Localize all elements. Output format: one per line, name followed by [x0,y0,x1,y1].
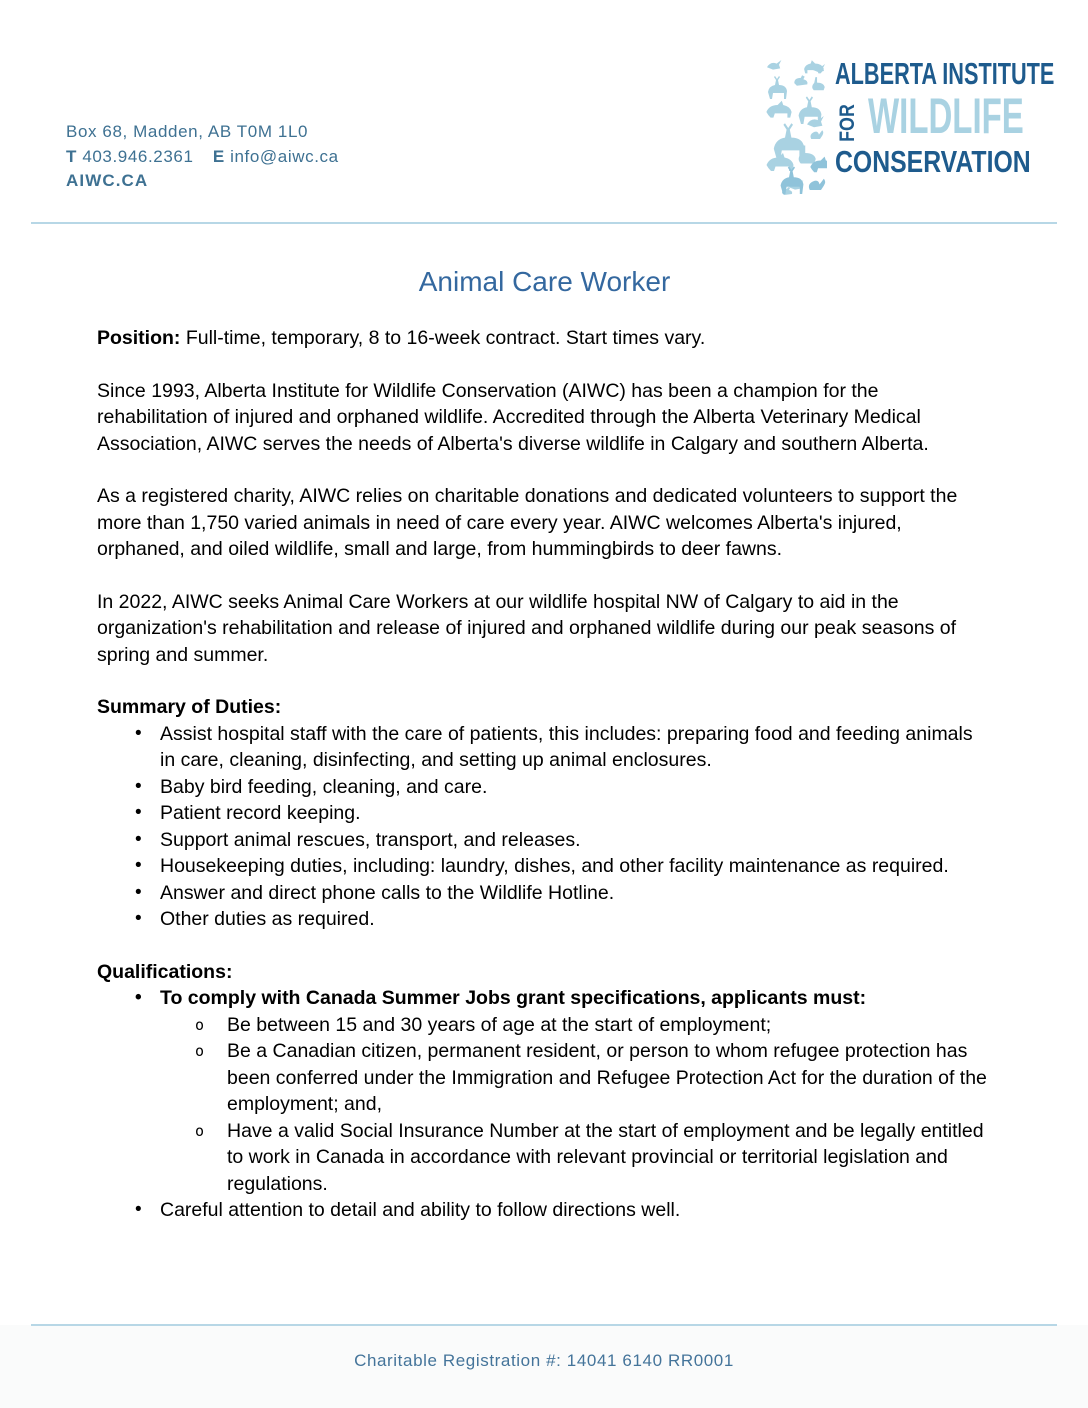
phone-email-line [66,145,339,170]
logo-wordmark [835,56,1055,198]
duty-item: • Support animal rescues, transport, and releases. [97,827,992,854]
phone-label: T [66,146,77,166]
position-line [97,325,992,352]
email-label: E [212,146,225,166]
charitable-registration: Charitable Registration #: 14041 6140 RR0001 [354,1351,734,1370]
seeking-paragraph: In 2022, AIWC seeks Animal Care Workers at our wildlife hospital NW of Calgary to aid in the organization's rehabilitation and release of injured and orphaned wildlife during our peak seasons of spring and summer. [97,590,957,666]
website-url: AIWC.CA [66,171,149,190]
charity-paragraph: As a registered charity, AIWC relies on charitable donations and dedicated volunteers to support the more than 1,750 varied animals in need of care every year. AIWC welcomes Alberta's injured, orphaned, and oiled wildlife, small and large, from hummingbirds to deer fawns. [97,485,958,560]
duty-item: • Assist hospital staff with the care of patients, this includes: preparing food and feeding animals in care, cleaning, disinfecting, and setting up animal enclosures. [97,721,992,774]
header-divider [31,222,1057,224]
duty-item: • Baby bird feeding, cleaning, and care. [97,774,992,801]
qualification-item: • To comply with Canada Summer Jobs grant specifications, applicants must: [97,985,992,1012]
phone-number: 403.946.2361 [82,146,194,166]
address-line: Box 68, Madden, AB T0M 1L0 [66,122,309,141]
email-address: info@aiwc.ca [230,146,339,166]
qualification-sub-item: o Have a valid Social Insurance Number at the start of employment and be legally entitled to work in Canada in accordance with relevant provincial or territorial legislation and regulations. [97,1118,992,1198]
logo-line-wildlife: WILDLIFE [868,88,1024,144]
duty-item: • Other duties as required. [97,906,992,933]
footer-divider [31,1324,1057,1326]
qualification-sub-item: o Be a Canadian citizen, permanent resident, or person to whom refugee protection has been conferred under the Immigration and Refugee Protection Act for the duration of the employment; and, [97,1038,992,1118]
aiwc-logo [763,56,1055,198]
page-footer [0,1325,1088,1408]
logo-line-conservation: CONSERVATION [835,144,1031,179]
contact-block [66,120,339,194]
qualifications-heading: Qualifications: [97,960,233,983]
duty-item: • Patient record keeping. [97,800,992,827]
qualification-item: • Careful attention to detail and ability to follow directions well. [97,1197,992,1224]
position-label: Position: [97,327,181,349]
qualification-sub-item: o Be between 15 and 30 years of age at the start of employment; [97,1012,992,1039]
duty-item: • Housekeeping duties, including: laundry, dishes, and other facility maintenance as required. [97,853,992,880]
qualifications-list [97,985,992,1224]
page-title: Animal Care Worker [418,266,671,297]
alberta-animal-mosaic-icon [763,58,827,198]
letterhead [0,0,1088,222]
logo-line-for: FOR [836,104,859,142]
document-body [97,240,992,1224]
duty-item: • Answer and direct phone calls to the Wildlife Hotline. [97,880,992,907]
duties-heading: Summary of Duties: [97,696,282,718]
logo-line-alberta-institute: ALBERTA INSTITUTE [835,56,1055,91]
duties-list [97,721,992,933]
position-text: Full-time, temporary, 8 to 16-week contract. Start times vary. [180,327,706,349]
intro-paragraph: Since 1993, Alberta Institute for Wildlife Conservation (AIWC) has been a champion for the rehabilitation of injured and orphaned wildlife. Accredited through the Alberta Veterinary Medical Association, AIWC serves the needs of Alberta's diverse wildlife in Calgary and southern Alberta. [97,379,929,455]
